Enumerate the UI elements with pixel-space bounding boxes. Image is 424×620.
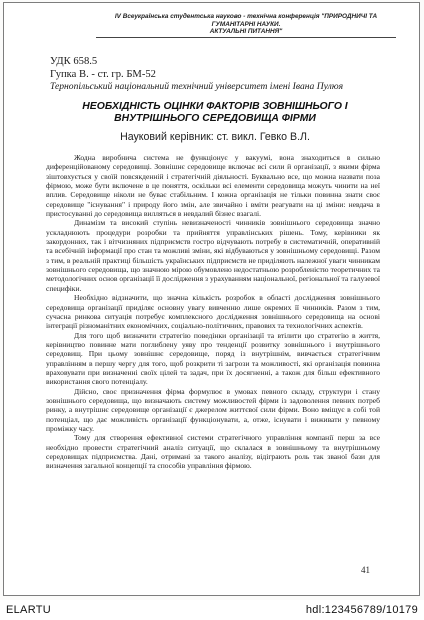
handle-identifier: hdl:123456789/10179 bbox=[305, 604, 418, 616]
paragraph: Жодна виробнича система не функціонує у вакуумі, вона знаходиться в сильно диференційованому середовищі. Зовнішнє середовище включає всі сили й організації, з якими фірма зіштовхується у своїй повсякденній і стратегічній діяльності. Буквально все, що можна назвати поза фірмою, може бути включене в це поняття, оскільки всі елементи середовища можуть чинити на неї вплив. Середовище ніколи не буває стабільним. І кожна організація не тільки повинна знати своє середовище "існування" і природу його змін, але звичайно і вміти реагувати на ці зміни: невдача в пристосуванні до середовища вилляться в невдалий бізнес взагалі. bbox=[46, 153, 380, 219]
paragraph: Необхідно відзначити, що значна кількість розробок в області дослідження зовнішнього середовища організації приділяє основну увагу вивченню лише окремих її чинників. Разом з тим, сучасна ринкова ситуація потребує комплексного дослідження зовнішнього середовища на основі інтеграції різноманітних економічних, соціально-політичних, правових та технологічних аспектів. bbox=[46, 293, 380, 331]
conference-header bbox=[96, 13, 396, 38]
header-line-1: IV Всеукраїнська студентська науково - технічна конференція "ПРИРОДНИЧІ ТА ГУМАНІТАРНІ НАУКИ. bbox=[114, 13, 378, 28]
article-body bbox=[46, 153, 380, 471]
repository-footer bbox=[0, 600, 424, 620]
article-meta bbox=[50, 56, 380, 94]
paragraph: Для того щоб визначити стратегію поведінки організації та втілити цю стратегію в життя, керівництво повинне мати поглиблену уяву про тенденції розвитку зовнішнього і внутрішнього середовищ. При цьому зовнішнє середовище, поряд із внутрішнім, вивчається стратегічним управлінням в першу чергу для того, щоб розкрити ті загрози та можливості, які організація повинна враховувати при визначенні своїх цілей та задач, при їх досягненні, а також для більш ефективного використання свого потенціалу. bbox=[46, 330, 380, 387]
article-title bbox=[50, 101, 380, 126]
author-line: Гупка В. - ст. гр. БМ-52 bbox=[50, 68, 156, 80]
header-line-2: АКТУАЛЬНІ ПИТАННЯ" bbox=[209, 28, 283, 36]
page-number: 41 bbox=[361, 565, 370, 575]
repository-name: ELARTU bbox=[6, 604, 51, 616]
affiliation: Тернопільський національний технічний університет імені Івана Пулюя bbox=[50, 81, 344, 93]
paragraph: Дійсно, своє призначення фірма формулює в умовах певного складу, структури і стану зовнішнього середовища, що визначають систему можливостей фірми із задоволення певних потреб ринку, а внутрішнє середовище організації є джерелом життєвої сили фірми. Воно вміщує в собі той потенціал, що дає можливість організації функціонувати, а, отже, існувати і виживати у певному проміжку часу. bbox=[46, 386, 380, 433]
supervisor: Науковий керівник: ст. викл. Гевко В.Л. bbox=[120, 131, 310, 143]
title-line-1: НЕОБХІДНІСТЬ ОЦІНКИ ФАКТОРІВ ЗОВНІШНЬОГО І bbox=[82, 101, 348, 112]
paragraph: Тому для створення ефективної системи стратегічного управління компанії перш за все необхідно провести стратегічний аналіз ситуації, що склалася в зовнішньому та внутрішньому середовищах підприємства. Дані, отримані за такого аналізу, відіграють роль так званої бази для визначення загальної концепції та способів управління фірмою. bbox=[46, 433, 380, 471]
udc-code: УДК 658.5 bbox=[50, 56, 98, 67]
paragraph: Динамізм та високий ступінь невизначеності чинників зовнішнього середовища значно ускладнюють процедури розробки та прийняття управлінських рішень. Тому, керівники як закордонних, так і вітчизняних підприємств гостро відчувають потребу в систематичній, оперативній та всебічній інформації про стан та можливі зміни, які відбуваються у зовнішньому середовищі. Разом з тим, в реальній практиці більшість українських підприємств не приділяють належної уваги чинникам зовнішнього середовища, що значною мірою обумовлено недостатньою розробленістю теоретичних та методологічних основ організації її дослідження з урахуванням національної, регіональної та галузевої специфіки. bbox=[46, 218, 380, 293]
title-line-2: ВНУТРІШНЬОГО СЕРЕДОВИЩА ФІРМИ bbox=[114, 113, 316, 125]
